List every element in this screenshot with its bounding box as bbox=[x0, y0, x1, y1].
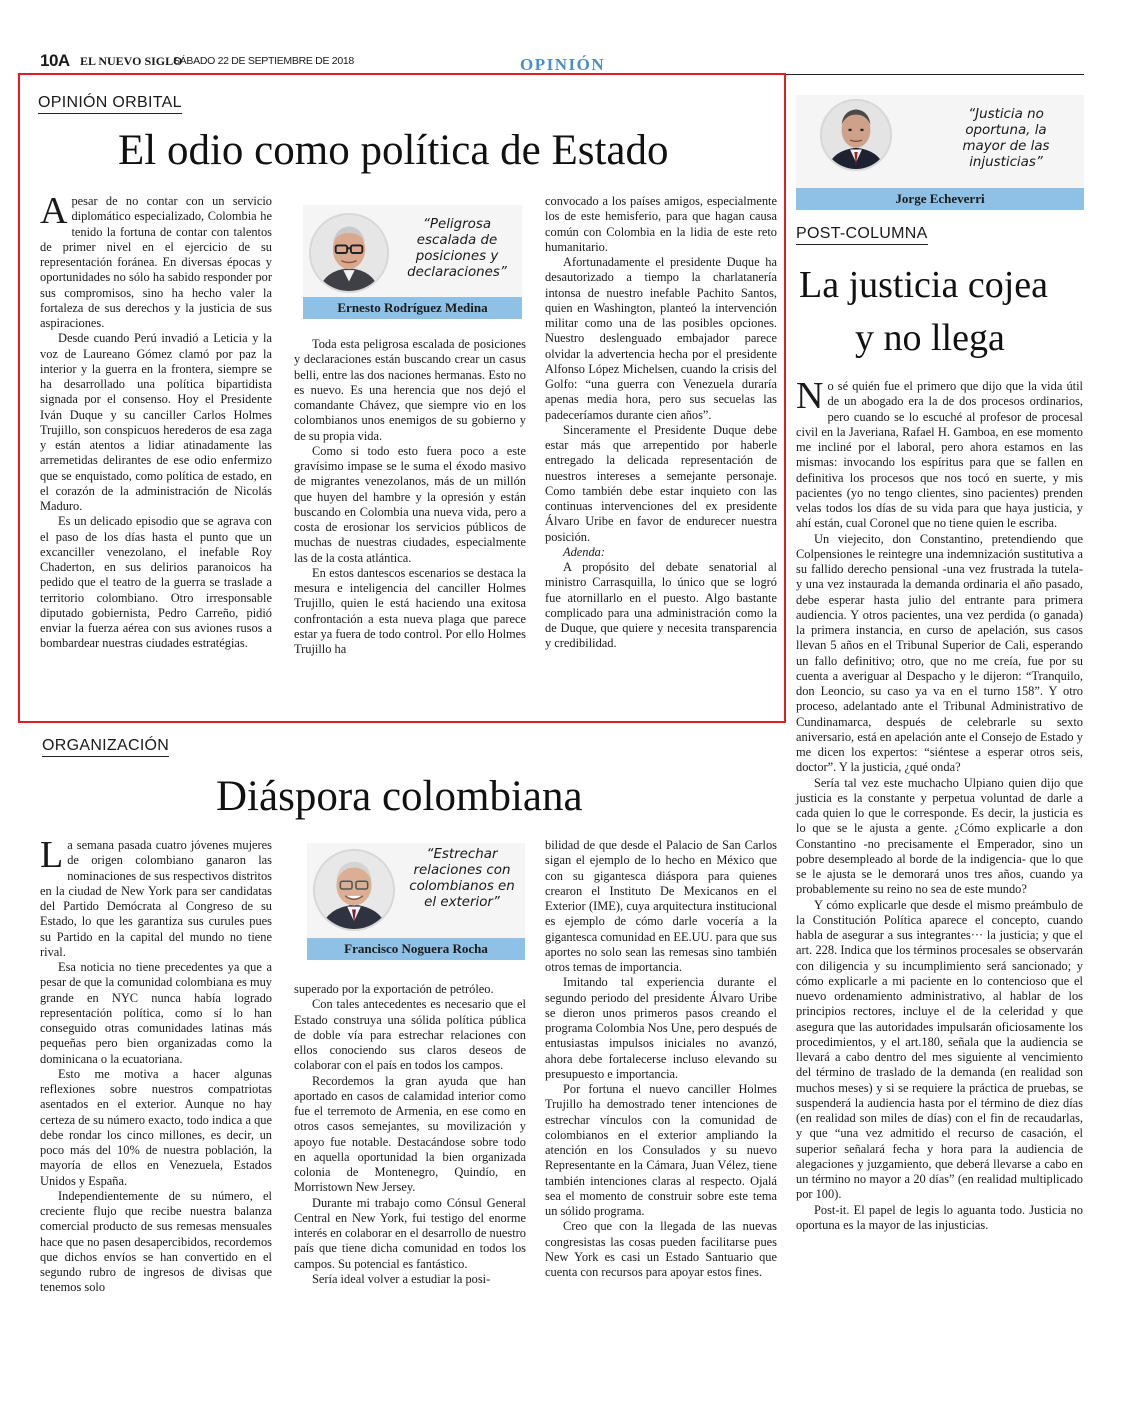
article2-column-3 bbox=[545, 838, 777, 1280]
article3-paragraph: Y cómo explicarle que desde el mismo preámbulo de la Constitución Política aparece el concepto, cuando habla de asegurar a sus integrantes··· la justicia; y que el art. 228. Indica que los términos procesales se observarán con diligencia y su incumplimiento será sancionado; y cómo explicarle a mi paciente en lo contencioso que el nuevo ordenamiento administrativo, al hablar de los principios rectores, incluye el de la celeridad y que asegura que las autoridades impulsarán oficiosamente los procedimientos, y el art.180, señala que la audiencia se llevará a cabo dentro del mes siguiente al vencimiento del término de traslado de la demanda (en realidad son muchos meses) y si se requiere la práctica de pruebas, se suspenderá la audiencia hasta por el término de diez días (en realidad son miles de días) con el fin de recaudarlas, y que “una vez admitido el recurso de casación, el superior señalará fecha y hora para la audiencia de alegaciones y juzgamiento, que deberá llevarse a cabo en un término no mayor a 20 días” (en realidad multiplicado por 100). bbox=[796, 897, 1083, 1202]
article3-paragraph: Sería tal vez este muchacho Ulpiano quien dijo que justicia es la constante y perpetua voluntad de darle a cada quien lo que le corresponde. Es decir, la justicia es lo que se le ajusta a gente. ¿Cómo explicarle a don Constantino -no precisamente el Emperador, sino un pobre desempleado al borde de la indigencia- que lo que se le ajusta se le demorará unos tres años, cuando ya probablemente su reino no sea de este mundo? bbox=[796, 775, 1083, 897]
paper-name: EL NUEVO SIGLO bbox=[80, 54, 183, 68]
article1-dropcap: A bbox=[40, 190, 68, 232]
article2-paragraph: superado por la exportación de petróleo. bbox=[294, 982, 494, 996]
article2-paragraph: bilidad de que desde el Palacio de San Carlos sigan el ejemplo de lo hecho en México que con su gigantesca diáspora para quienes crearon el Instituto De Mexicanos en el Exterior (IME), cuya arquitectura institucional es ejemplo de cómo darle vocería a la gigantesca comunidad en EE.UU. para que sus aportes no solo sean las remesas sino también otros temas de importancia. bbox=[545, 838, 777, 974]
article2-quote-box bbox=[307, 843, 525, 960]
article3-headline-line1: La justicia cojea bbox=[799, 264, 1048, 306]
article1-paragraph: En estos dantescos escenarios se destaca la mesura e inteligencia del canciller Holmes Trujillo, quien le está haciendo una exitosa confrontación a esta nueva plaga que parece estar ya fuera de todo control. Por ello Holmes Trujillo ha bbox=[294, 565, 526, 656]
article3-quote-box bbox=[796, 95, 1084, 210]
article1-paragraph: A propósito del debate senatorial al ministro Carrasquilla, lo único que se logró fue atornillarlo en el puesto. Algo bastante complicado para una administración como la de Duque, que quiere y necesita transparencia y credibilidad. bbox=[545, 560, 777, 651]
article2-paragraph: Creo que con la llegada de las nuevas congresistas las cosas pueden facilitarse pues New York es casi un Estado Santuario que cuenta con recursos para apoyar estos fines. bbox=[545, 1219, 777, 1279]
article2-author: Francisco Noguera Rocha bbox=[307, 938, 525, 960]
article1-paragraph: Es un delicado episodio que se agrava con el paso de los días hasta el punto que un excanciller venezolano, el inefable Roy Chaderton, en sus delirios paranoicos ha pedido que el teatro de la guerra se traslade a territorio colombiano. Otro irresponsable diputado gobiernista, Pedro Carreño, pidió enviar la fuerza aérea con sus aviones rusos a bombardear nuestras ciudades estratégias. bbox=[40, 514, 272, 651]
article2-headline: Diáspora colombiana bbox=[216, 773, 583, 820]
author-photo bbox=[313, 849, 395, 931]
author-photo bbox=[820, 99, 892, 171]
article3-body bbox=[796, 375, 1083, 1233]
article1-column-2 bbox=[294, 337, 526, 657]
article2-paragraph: Imitando tal experiencia durante el segundo periodo del presidente Álvaro Uribe se dieron unos primeros pasos creando el programa Colombia Nos Une, pero después de entusiastas impulsos iniciales no avanzó, ahora debe fortalecerse incluso elevando su presupuesto e importancia. bbox=[545, 975, 777, 1081]
article1-column-1 bbox=[40, 190, 272, 652]
article1-section-label: OPINIÓN ORBITAL bbox=[38, 94, 182, 114]
article2-dropcap: L bbox=[40, 834, 64, 876]
article1-column-3 bbox=[545, 194, 777, 652]
article2-paragraph: Recordemos la gran ayuda que han aportado en casos de calamidad interior como fue el terremoto de Armenia, en ese como en otros casos semejantes, su movilización y apoyo fue notable. Destacándose sobre todo en aquella oportunidad la bien organizada colonia de Montenegro, Quindío, en Morristown New Jersey. bbox=[294, 1073, 526, 1195]
article3-author: Jorge Echeverri bbox=[796, 188, 1084, 210]
article3-paragraph: Post-it. El papel de legis lo aguanta todo. Justicia no oportuna es la mayor de las injusticias. bbox=[796, 1202, 1083, 1232]
article2-paragraph: La semana pasada cuatro jóvenes mujeres de origen colombiano ganaron las nominaciones de sus respectivos distritos en la ciudad de New York para ser candidatas del Partido Demócrata al Congreso de su Estado, lo que les garantiza sus curules pues su Partido en la capital del mundo no tiene rival. bbox=[40, 834, 272, 959]
article3-paragraph: No sé quién fue el primero que dijo que la vida útil de un abogado era la de dos procesos ordinarios, pero cuando se lo escuché al profesor de procesal civil en la Javeriana, Rafael H. Gamboa, en ese momento me incliné por el laboral, pero ahora estamos en las mismas: invocando los espíritus para que se fallen en definitiva los procesos que nos tocó en suerte, y mis pacientes (yo no tengo clientes, sino pacientes) prenden velas todos los días de su vida para que haya justicia, y ahí están, cual Coronel que no tiene quien le escriba. bbox=[796, 375, 1083, 531]
article1-headline: El odio como política de Estado bbox=[118, 127, 669, 174]
article1-paragraph: convocado a los países amigos, especialmente los de este hemisferio, para que hagan causa común con Colombia en la lidia de este reto humanitario. bbox=[545, 194, 777, 254]
article3-section-label: POST-COLUMNA bbox=[796, 225, 928, 245]
article1-addendum-label: Adenda: bbox=[563, 544, 605, 559]
article3-paragraph: Un viejecito, don Constantino, pretendiendo que Colpensiones le reintegre una indemnización sustitutiva a su fallido derecho pensional -una vez frustrada la tutela- y una vez instaurada la demanda ordinaria el año pasado, debe esperar hasta julio del entrante para primera audiencia. Y otros pacientes, una vez perdida (o ganada) la primera instancia, en curso de apelación, sus casos llevan 5 años en el Tribunal Superior de Cali, esperando un fallo definitivo; otro, que no me creía, fue por su cuenta a averiguar al Despacho y le dijeron: “Tranquilo, don Leoncio, su caso ya va en el turno 158”. Y otro proceso, adelantado ante el Tribunal Administrativo de Cundinamarca, después de celebrarle su sexto aniversario, está en apelación ante el Consejo de Estado y me dicen los expertos: “siéntese a esperar otros seis, doctor”. Y la justicia, ¿qué onda? bbox=[796, 531, 1083, 775]
article2-column-1 bbox=[40, 834, 272, 1296]
article2-paragraph: Por fortuna el nuevo canciller Holmes Trujillo ha demostrado tener intenciones de estrechar vínculos con la comunidad de colombianos en el exterior ampliando la atención en los Consulados y su nuevo Representante en la Cámara, Juan Vélez, tiene también intenciones claras al respecto. Ojalá sea el momento de construir sobre este tema un sólido programa. bbox=[545, 1082, 777, 1218]
article1-paragraph: Toda esta peligrosa escalada de posiciones y declaraciones están buscando crear un casus belli, entre las dos naciones hermanas. Esto no es nuevo. Es una herencia que nos dejó el comandante Chávez, que siempre vio en los colombianos unos enemigos de su gobierno y de su propia vida. bbox=[294, 337, 526, 443]
article1-paragraph: Afortunadamente el presidente Duque ha desautorizado a tiempo la charlatanería intonsa de nuestro inefable Pachito Santos, quien en Washington, planteó la intervención militar como una de las posibles opciones. Nuestro deslenguado embajador parece olvidar la advertencia hecha por el presidente Alfonso López Michelsen, cuando la crisis del Golfo: “una guerra con Venezuela duraría apenas media hora, pero sus secuelas las padeceríamos durante cien años”. bbox=[545, 255, 777, 422]
issue-date: SÁBADO 22 DE SEPTIEMBRE DE 2018 bbox=[173, 55, 354, 67]
article1-paragraph: Sinceramente el Presidente Duque debe estar más que arrepentido por haberle entregado la delicada representación de nuestros intereses a semejante personaje. Como también debe estar inquieto con las continuas intervenciones del ex presidente Álvaro Uribe en favor de endurecer nuestra posición. bbox=[545, 422, 777, 544]
article3-dropcap: N bbox=[796, 375, 824, 417]
page-number: 10A bbox=[40, 51, 70, 70]
article1-paragraph: Como si todo esto fuera poco a este gravísimo impase se le suma el éxodo masivo de migrantes venezolanos, más de un millón que huyen del hambre y la opresión y están buscando en Colombia una nueva vida, pero a costa de erosionar los servicios públicos de muchas de nuestras ciudades, especialmente las de la costa atlántica. bbox=[294, 443, 526, 565]
article1-paragraph: Desde cuando Perú invadió a Leticia y la voz de Laureano Gómez clamó por paz la interior y la guerra en la frontera, siempre se ha desarrollado una política bipartidista signada por el consenso. Hoy el Presidente Iván Duque y su canciller Carlos Holmes Trujillo, son conspicuos herederos de esa zaga y están atentos a lidiar atinadamente las arremetidas delirantes de ese odio enfermizo que se enquistado, como política de estado, en el corazón de la administración de Nicolás Maduro. bbox=[40, 331, 272, 513]
author-photo bbox=[309, 213, 389, 293]
article2-paragraph: Esto me motiva a hacer algunas reflexiones sobre nuestros compatriotas asentados en el exterior. Aunque no hay certeza de su número exacto, todo indica a que debe rondar los cinco millones, es decir, un poco más del 10% de nuestra población, la mayoría de ellos en Venezuela, Estados Unidos y España. bbox=[40, 1066, 272, 1188]
article2-paragraph: Independientemente de su número, el creciente flujo que recibe nuestra balanza comercial producto de sus remesas mensuales hace que no pasen desapercibidos, recordemos que dichos envíos se han convertido en el segundo rubro de ingresos de divisas que tenemos solo bbox=[40, 1188, 272, 1295]
article1-author: Ernesto Rodríguez Medina bbox=[303, 297, 522, 319]
article2-paragraph: Durante mi trabajo como Cónsul General Central en New York, fui testigo del enorme interés en colaborar en el desarrollo de nuestro país que tiene dicha comunidad en todos los campos. Su potencial es fantástico. bbox=[294, 1195, 526, 1271]
section-title: OPINIÓN bbox=[520, 55, 606, 74]
article1-paragraph: Apesar de no contar con un servicio diplomático especializado, Colombia he tenido la fortuna de contar con talentos de primer nivel en el ejercicio de su representación foránea. En diversas épocas y oportunidades no sólo ha sabido responder por sus compromisos, sino ha hecho valer la fortaleza de sus derechos y la justicia de sus aspiraciones. bbox=[40, 190, 272, 330]
article2-paragraph: Sería ideal volver a estudiar la posi- bbox=[312, 1271, 491, 1286]
article2-paragraph: Esa noticia no tiene precedentes ya que a pesar de que la comunidad colombiana es muy grande en NYC nunca había logrado representación política, como sí lo han conseguido otras comunidades latinas más pequeñas pero bien organizadas como la dominicana o la ecuatoriana. bbox=[40, 960, 272, 1066]
article1-quote-box bbox=[303, 205, 522, 319]
article2-paragraph: Con tales antecedentes es necesario que el Estado construya una sólida política pública de doble vía para estrechar relaciones con ellos conociendo sus claros deseos de colaborar con el país en todos los campos. bbox=[294, 997, 526, 1073]
article2-section-label: ORGANIZACIÓN bbox=[42, 737, 169, 757]
article1-pull-quote: “Peligrosa escalada de posiciones y declaraciones” bbox=[407, 217, 507, 280]
article2-pull-quote: “Estrechar relaciones con colombianos en el exterior” bbox=[409, 847, 515, 910]
article3-pull-quote: “Justicia no oportuna, la mayor de las injusticias” bbox=[962, 107, 1050, 170]
article2-column-2 bbox=[294, 982, 526, 1287]
article3-headline-line2: y no llega bbox=[855, 317, 1005, 359]
